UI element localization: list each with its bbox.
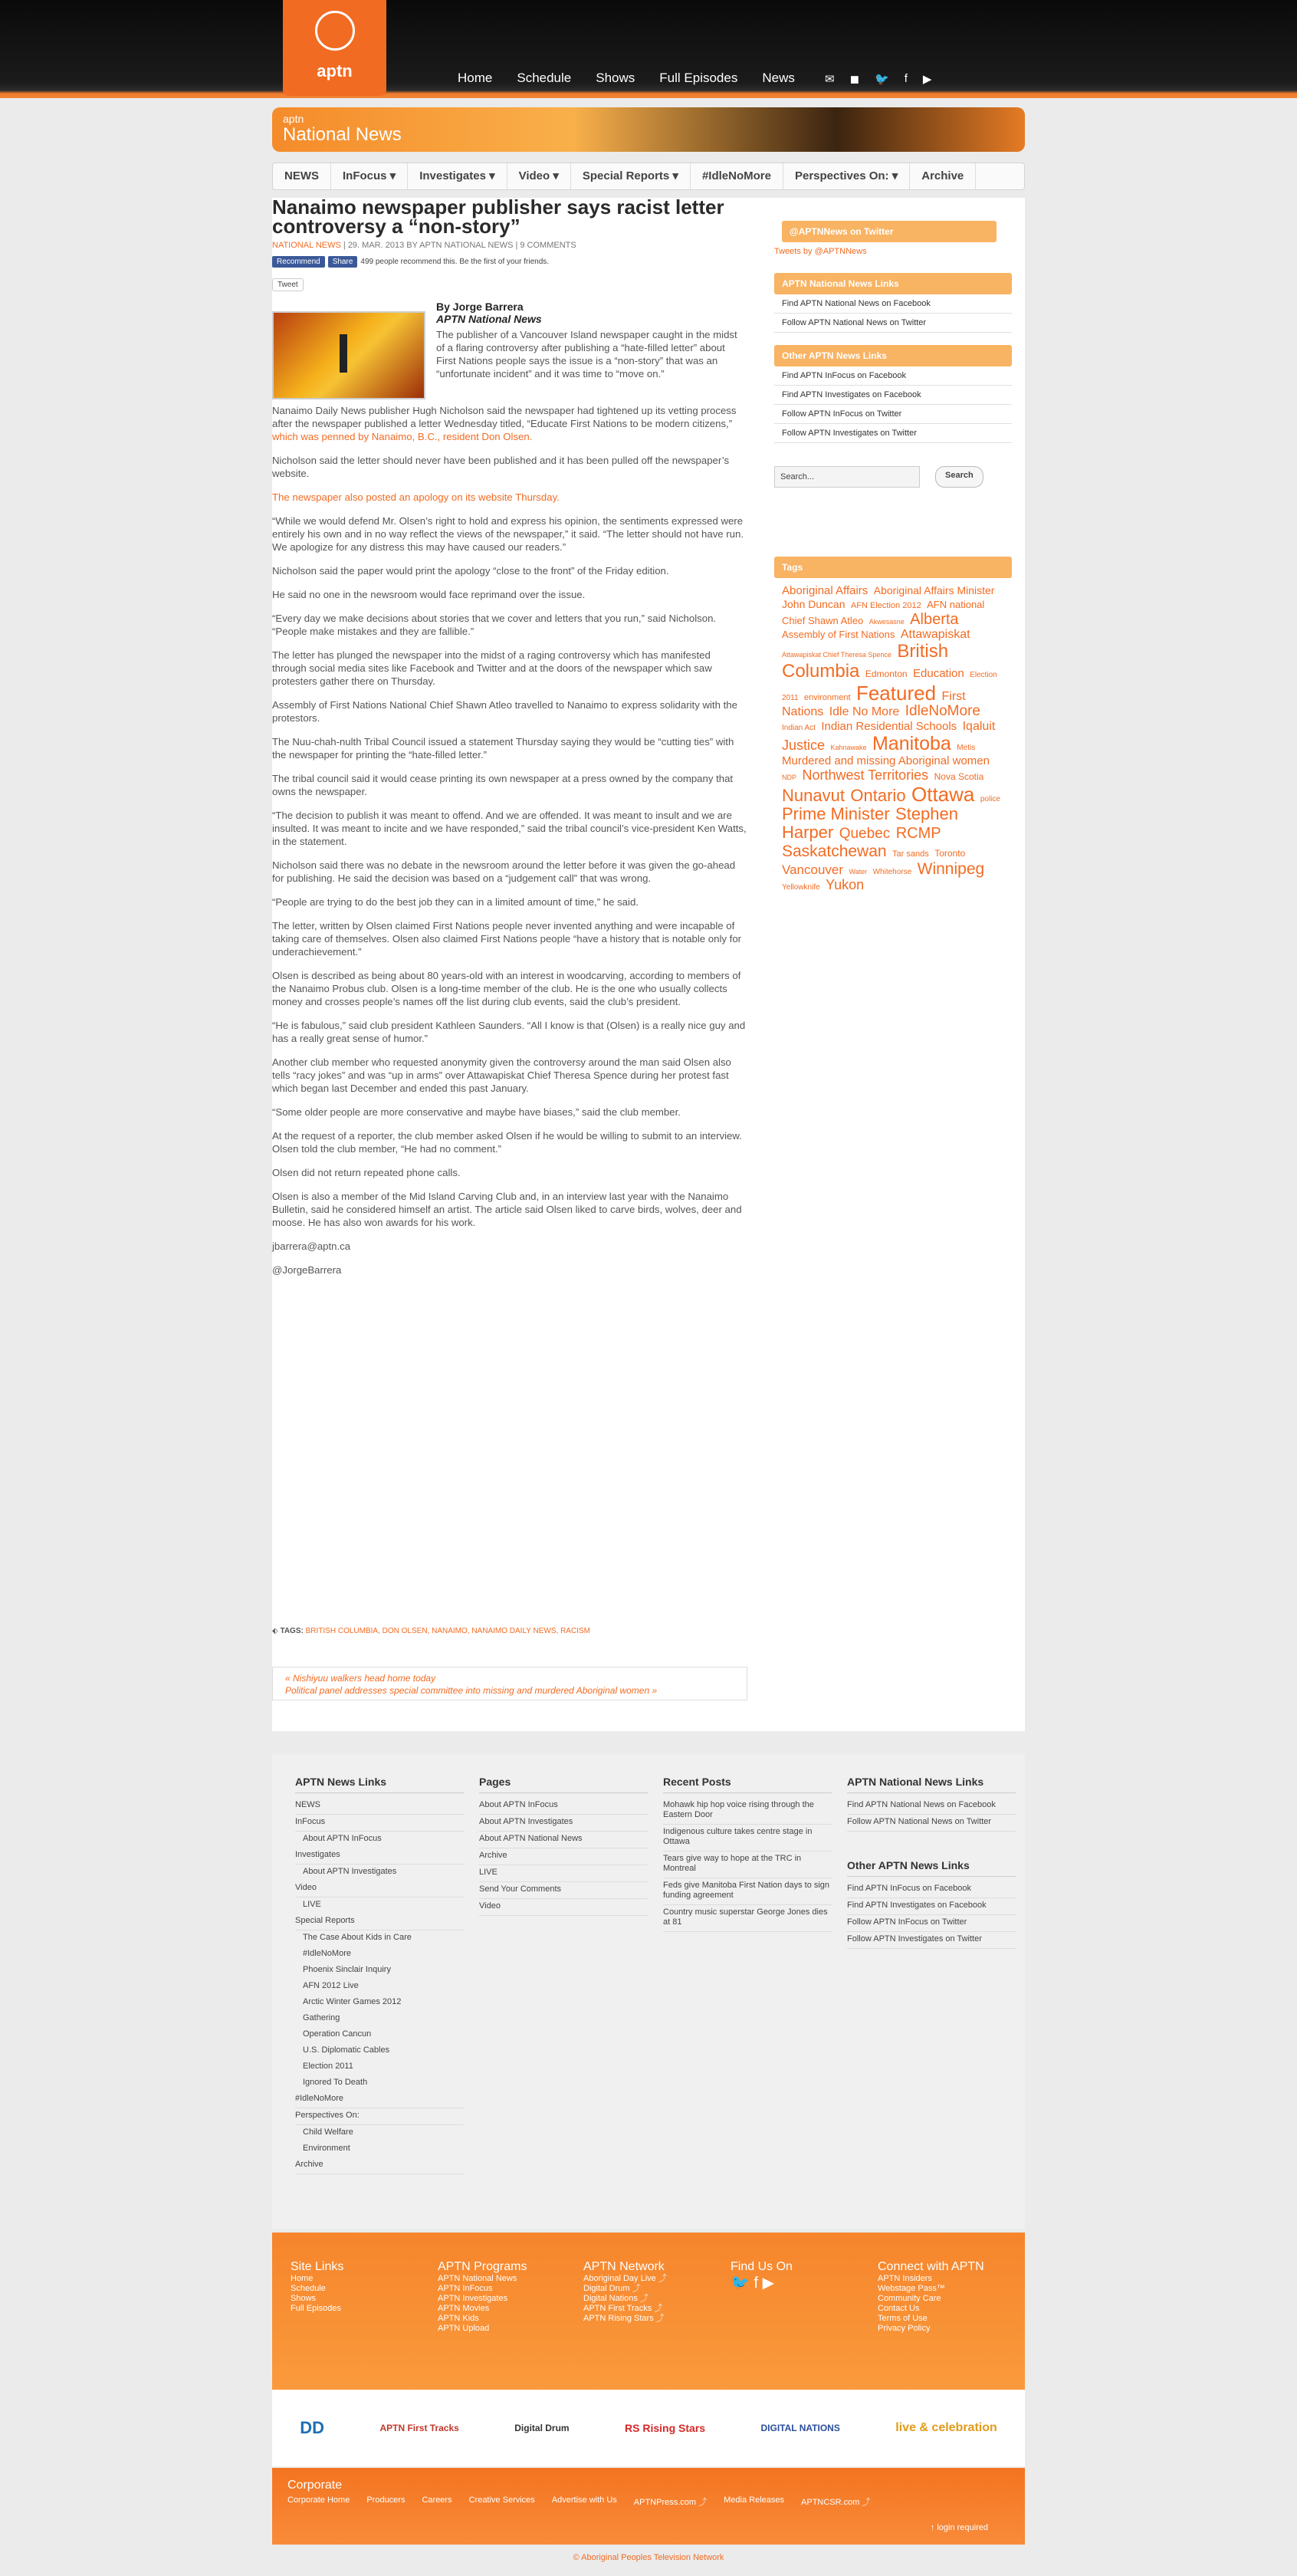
tag-cloud-link[interactable]: Murdered and missing Aboriginal women <box>782 754 990 768</box>
tag-cloud-link[interactable]: Assembly of First Nations <box>782 629 895 641</box>
orange-footer-link[interactable]: Schedule <box>291 2284 326 2293</box>
paragraph: The letter, written by Olsen claimed First Nations people never invented anything and were incapable of taking care of themselves. Olsen also claimed First Nations people “have a history that is notable only for underachievement.” <box>272 920 742 958</box>
orange-footer-link[interactable]: Privacy Policy <box>878 2324 931 2333</box>
post-navigation <box>272 1667 747 1700</box>
tag-cloud-link[interactable]: Indian Act <box>782 724 816 733</box>
find-us-col: Find Us On 🐦 f ▶ <box>731 2260 868 2288</box>
footer-link[interactable]: Country music superstar George Jones dies at 81 <box>663 1905 832 1932</box>
tag-cloud-link[interactable]: Education <box>913 667 964 681</box>
social-icons[interactable]: 🐦 f ▶ <box>731 2275 774 2292</box>
corporate-link[interactable]: Careers <box>422 2496 452 2505</box>
footer-link[interactable]: Investigates <box>295 1848 464 1865</box>
footer-col-pages: Pages About APTN InFocus About APTN Investigates About APTN National News Archive LIVE Send Your Comments Video <box>479 1776 648 1916</box>
tag-cloud-link[interactable]: environment <box>803 692 851 702</box>
orange-footer-link[interactable]: Shows <box>291 2294 317 2303</box>
search-button[interactable]: Search <box>935 466 983 488</box>
orange-footer-link[interactable]: APTN InFocus <box>438 2284 493 2293</box>
digital-drum-logo[interactable]: Digital Drum <box>514 2423 570 2433</box>
sidebar-link[interactable]: Find APTN Investigates on Facebook <box>774 386 1012 405</box>
tag-cloud-link[interactable]: Kahnawake <box>830 743 867 751</box>
orange-footer-link[interactable]: Digital Drum ⤴ <box>583 2284 641 2293</box>
footer-link[interactable]: Find APTN InFocus on Facebook <box>847 1881 1016 1898</box>
dd-icon[interactable]: ◼ <box>849 73 860 86</box>
prev-post-link[interactable]: « Nishiyuu walkers head home today <box>285 1673 436 1684</box>
tag-cloud-link[interactable]: Nova Scotia <box>934 770 984 782</box>
connect-col: Connect with APTN APTN Insiders Webstage Pass™ Community Care Contact Us Terms of Use Privacy Policy <box>878 2260 1016 2334</box>
footer-link[interactable]: Follow APTN InFocus on Twitter <box>847 1915 1016 1932</box>
tag-cloud-link[interactable]: Quebec <box>839 826 891 843</box>
tag-cloud-link[interactable]: Ottawa <box>911 782 975 806</box>
footer-link[interactable]: Feds give Manitoba First Nation days to sign funding agreement <box>663 1878 832 1905</box>
content-area <box>272 198 1025 1731</box>
corporate-link[interactable]: Corporate Home <box>287 2496 350 2505</box>
footer-link[interactable]: Operation Cancun <box>303 2029 372 2039</box>
next-post-link[interactable]: Political panel addresses special committee into missing and murdered Aboriginal women » <box>285 1685 658 1696</box>
orange-footer-link[interactable]: Home <box>291 2274 314 2283</box>
mainnav-special-reports[interactable]: Special Reports ▾ <box>571 163 691 189</box>
aptn-logo[interactable] <box>283 0 386 96</box>
corporate-link[interactable]: Media Releases <box>724 2496 785 2505</box>
footer-link[interactable]: About APTN Investigates <box>303 1867 397 1876</box>
sidebar-link[interactable]: Follow APTN InFocus on Twitter <box>774 405 1012 424</box>
banner-small-text: aptn <box>283 113 304 125</box>
article-title: Nanaimo newspaper publisher says racist letter controversy a “non-story” <box>272 196 724 238</box>
footer-col-national-links: APTN National News Links Find APTN National News on Facebook Follow APTN National News on Twitter Other APTN News Links Find APTN InFocus on Facebook Find APTN Investigates on Facebook Follow APTN InFocus on Twitter Follow APTN Investigates on Twitter <box>847 1776 1016 1949</box>
orange-footer-link[interactable]: APTN Kids <box>438 2314 479 2323</box>
tag-cloud-link[interactable]: Aboriginal Affairs Minister John Duncan <box>782 584 995 610</box>
footer-links <box>272 1754 1025 2229</box>
footer-link[interactable]: #IdleNoMore <box>295 2091 464 2108</box>
tag-cloud-link[interactable]: Justice <box>782 737 826 753</box>
orange-footer-link[interactable]: Full Episodes <box>291 2304 342 2313</box>
first-tracks-logo[interactable]: APTN First Tracks <box>379 2423 459 2433</box>
national-news-banner <box>272 107 1025 152</box>
tag-cloud-link[interactable]: Election 2011 <box>782 671 997 702</box>
corporate-links <box>287 2496 870 2508</box>
tag-cloud-link[interactable]: Aboriginal Affairs <box>782 584 868 597</box>
paragraph: “The decision to publish it was meant to offend. And we are offended. It was meant to insult and we are insulted. It was meant to incite and we have responded,” said the tribal council’s vice-president Ken Watts, in the statement. <box>272 810 747 847</box>
category-link[interactable]: NATIONAL NEWS <box>272 241 341 250</box>
footer-link[interactable]: Send Your Comments <box>479 1882 648 1899</box>
footer-col-news-links: APTN News Links NEWS InFocus About APTN InFocus Investigates About APTN Investigates Video LIVE Special Reports The Case About Kids in Care #IdleNoMore Phoenix Sinclair Inquiry AFN 2012 Live Arctic Winter Games 2012 Gathering Operation Cancun U.S. Diplomatic Cables Election 2011 Ignored To Death #IdleNoMore Perspectives On: Child Welfare Environment Archive <box>295 1776 464 2174</box>
top-social-icons <box>825 72 931 86</box>
dd-logo[interactable]: DD <box>300 2418 324 2437</box>
footer-link[interactable]: Archive <box>295 2157 464 2174</box>
tag-cloud-link[interactable]: Yukon <box>826 877 865 893</box>
tag-cloud-link[interactable]: Whitehorse <box>872 868 912 877</box>
footer-link[interactable]: Ignored To Death <box>303 2078 368 2087</box>
facebook-widget <box>272 256 747 268</box>
orange-footer-link[interactable]: Community Care <box>878 2294 941 2303</box>
footer-link[interactable]: Environment <box>303 2144 350 2153</box>
footer-link[interactable]: Video <box>479 1899 648 1916</box>
paragraph: Another club member who requested anonymity given the controversy around the man said Olsen also tells “racy jokes” and was “up in arms” over Attawapiskat Chief Theresa Spence during her protest fast which began last December and ended this past January. <box>272 1056 731 1094</box>
footer-link[interactable]: Find APTN National News on Facebook <box>847 1798 1016 1815</box>
fb-count-text: 499 people recommend this. Be the first of your friends. <box>360 258 550 266</box>
footer-link[interactable]: Phoenix Sinclair Inquiry <box>303 1965 391 1974</box>
tag-cloud-link[interactable]: Indian Residential Schools <box>821 720 957 734</box>
paragraph: “People are trying to do the best job they can in a limited amount of time,” he said. <box>272 896 639 908</box>
tag-cloud-link[interactable]: police <box>980 794 1000 803</box>
article <box>272 198 747 1276</box>
paragraph: Nicholson said the letter should never have been published and it has been pulled off the newspaper’s website. <box>272 455 730 479</box>
tag-cloud-link[interactable]: Water <box>849 868 868 876</box>
footer-link[interactable]: U.S. Diplomatic Cables <box>303 2045 390 2055</box>
digital-nations-logo[interactable]: DIGITAL NATIONS <box>760 2423 840 2433</box>
author: By Jorge Barrera <box>436 301 524 313</box>
tag-cloud-link[interactable]: First Nations <box>782 689 966 719</box>
tag-cloud-link[interactable]: Attawapiskat Chief Theresa Spence <box>782 650 891 659</box>
other-links-bar: Other APTN News Links <box>774 345 1012 366</box>
paragraph: The publisher of a Vancouver Island newspaper caught in the midst of a flaring controversy after publishing a “hate-filled letter” about First Nations people says the issue is a “non-story” that was an “unfortunate incident” and it was time to “move on.” <box>436 329 737 380</box>
main-nav <box>272 163 1025 190</box>
login-note[interactable]: ↑ login required <box>930 2523 988 2532</box>
paragraph: “While we would defend Mr. Olsen’s right to hold and express his opinion, the sentiments expressed were entirely his own and in no way reflect the views of the newspaper,” it said. “The letter should not have run. We apologize for any distress this may have caused our readers.” <box>272 515 744 553</box>
footer-link[interactable]: Election 2011 <box>303 2062 353 2071</box>
facebook-icon[interactable]: f <box>904 72 908 85</box>
twitter-icon[interactable]: 🐦 <box>875 73 889 86</box>
site-links-col: Site Links Home Schedule Shows Full Episodes <box>291 2260 429 2314</box>
footer-link[interactable]: Follow APTN National News on Twitter <box>847 1815 1016 1832</box>
paragraph: Nicholson said there was no debate in the newsroom around the letter before it was given the go-ahead for publishing. He said the decision was based on a “judgement call” that was wrong. <box>272 859 736 884</box>
paragraph: Olsen is also a member of the Mid Island Carving Club and, in an interview last year with the Nanaimo Bulletin, said he considered himself an artist. The article said Olsen liked to carve birds, wolves, deer and moose. He has also won awards for his work. <box>272 1191 742 1228</box>
sidebar-link[interactable]: Find APTN National News on Facebook <box>774 294 1012 314</box>
fb-share-button[interactable]: Share <box>328 256 358 268</box>
footer-link[interactable]: Special Reports <box>295 1914 464 1930</box>
footer-link[interactable]: Follow APTN Investigates on Twitter <box>847 1932 1016 1949</box>
search-input[interactable]: Search... <box>774 466 920 488</box>
tag-cloud-link[interactable]: Nunavut <box>782 785 845 805</box>
tag-cloud-link[interactable]: Saskatchewan <box>782 843 887 861</box>
tweets-by-link[interactable]: Tweets by @APTNNews <box>774 247 867 256</box>
logo-text: aptn <box>317 61 353 80</box>
apology-link[interactable]: The newspaper also posted an apology on its website Thursday. <box>272 491 560 503</box>
paragraph: “Some older people are more conservative and maybe have biases,” said the club member. <box>272 1106 681 1118</box>
aboriginal-day-live-logo[interactable]: live & celebration <box>895 2421 997 2434</box>
article-tags: ⬖ TAGS: BRITISH COLUMBIA, DON OLSEN, NANAIMO, NANAIMO DAILY NEWS, RACISM <box>272 1627 590 1635</box>
orange-footer-link[interactable]: APTN Upload <box>438 2324 490 2333</box>
footer-link[interactable]: Video <box>295 1881 464 1898</box>
orange-footer-link[interactable]: APTN Rising Stars ⤴ <box>583 2314 665 2323</box>
rising-stars-logo[interactable]: RS Rising Stars <box>625 2422 706 2434</box>
mainnav-idlenomore[interactable]: #IdleNoMore <box>691 163 783 189</box>
topnav-home[interactable]: Home <box>458 71 493 85</box>
tag-icon: ⬖ <box>272 1627 281 1635</box>
topnav-shows[interactable]: Shows <box>596 71 635 85</box>
tag-cloud-link[interactable]: Featured <box>855 681 937 705</box>
top-bar <box>0 0 1297 98</box>
footer-link[interactable]: Gathering <box>303 2013 340 2022</box>
footer-link[interactable]: Perspectives On: <box>295 2108 464 2125</box>
tag-cloud-link[interactable]: Prime Minister <box>782 804 890 824</box>
programs-col: APTN Programs APTN National News APTN InFocus APTN Investigates APTN Movies APTN Kids APTN Upload <box>438 2260 576 2334</box>
footer-link[interactable]: Tears give way to hope at the TRC in Montreal <box>663 1852 832 1878</box>
partner-logos <box>272 2390 1025 2466</box>
sidebar-link[interactable]: Find APTN InFocus on Facebook <box>774 366 1012 386</box>
mail-icon[interactable]: ✉ <box>825 73 835 86</box>
top-nav <box>458 71 795 86</box>
tag-cloud-link[interactable]: IdleNoMore <box>905 703 980 720</box>
orange-footer-link[interactable]: APTN National News <box>438 2274 517 2283</box>
orange-footer-link[interactable]: Digital Nations ⤴ <box>583 2294 648 2303</box>
paragraph: The Nuu-chah-nulth Tribal Council issued a statement Thursday saying they would be “cutting ties” with the newspaper for printing the “hate-filled letter.” <box>272 736 734 761</box>
tag-cloud-link[interactable]: Vancouver <box>782 863 844 878</box>
mainnav-investigates[interactable]: Investigates ▾ <box>408 163 507 189</box>
tag-cloud-link[interactable]: Akwesasne <box>868 618 905 626</box>
article-meta <box>272 241 747 250</box>
footer-link[interactable]: Mohawk hip hop voice rising through the Eastern Door <box>663 1798 832 1825</box>
banner-title: National News <box>283 124 402 145</box>
paragraph: Olsen did not return repeated phone calls. <box>272 1167 461 1178</box>
national-links-bar: APTN National News Links <box>774 273 1012 294</box>
tag-cloud-link[interactable]: Toronto <box>934 848 966 859</box>
footer-link[interactable]: Indigenous culture takes centre stage in Ottawa <box>663 1825 832 1852</box>
tag-cloud-link[interactable]: AFN Election 2012 <box>850 600 921 610</box>
footer-link[interactable]: The Case About Kids in Care <box>303 1933 412 1942</box>
corporate-link[interactable]: APTNCSR.com ⤴ <box>801 2498 871 2507</box>
tag-cloud-link[interactable]: Attawapiskat <box>900 628 970 642</box>
meta-text: | 29. MAR. 2013 BY APTN NATIONAL NEWS | 9 COMMENTS <box>340 241 576 250</box>
paragraph: “Every day we make decisions about stories that we cover and letters that you run,” said Nicholson. “People make mistakes and they are fallible.” <box>272 613 717 637</box>
corporate-bar <box>272 2468 1025 2545</box>
paragraph: At the request of a reporter, the club member asked Olsen if he would be willing to submit to an interview. Olsen told the club member, “He had no comment.” <box>272 1130 742 1155</box>
corporate-link[interactable]: APTNPress.com ⤴ <box>633 2498 708 2507</box>
tag-cloud-link[interactable]: Alberta <box>910 611 959 629</box>
tag-cloud-link[interactable]: Idle No More <box>829 705 900 719</box>
paragraph: Nanaimo Daily News publisher Hugh Nicholson said the newspaper had tightened up its vetting process after the newspaper published a letter Wednesday titled, “Educate First Nations to be modern citizens,” which was penned by Nanaimo, B.C., resident Don Olsen. <box>272 405 737 442</box>
footer-link[interactable]: About APTN InFocus <box>479 1798 648 1815</box>
mainnav-infocus[interactable]: InFocus ▾ <box>331 163 408 189</box>
footer-link[interactable]: LIVE <box>479 1865 648 1882</box>
twitter-widget-bar[interactable]: @APTNNews on Twitter <box>782 221 997 242</box>
orange-footer-link[interactable]: APTN Investigates <box>438 2294 508 2303</box>
mainnav-video[interactable]: Video ▾ <box>507 163 571 189</box>
tag-cloud-link[interactable]: British Columbia <box>782 640 949 682</box>
tag-cloud <box>774 578 1012 899</box>
paragraph: He said no one in the newsroom would face reprimand over the issue. <box>272 589 586 600</box>
footer-link[interactable]: About APTN National News <box>479 1832 648 1848</box>
tag-cloud-link[interactable]: Yellowknife <box>782 883 820 892</box>
search-form <box>774 466 1012 488</box>
footer-link[interactable]: About APTN Investigates <box>479 1815 648 1832</box>
youtube-icon[interactable]: ▶ <box>922 73 932 86</box>
paragraph: The letter has plunged the newspaper into the midst of a raging controversy which has manifested through social media sites like Facebook and Twitter and at the doors of the newspaper which saw protesters gather there on Thursday. <box>272 649 712 687</box>
other-links-list <box>774 366 1012 443</box>
orange-footer <box>272 2233 1025 2390</box>
topnav-schedule[interactable]: Schedule <box>517 71 572 85</box>
sidebar-link[interactable]: Follow APTN National News on Twitter <box>774 314 1012 333</box>
tag-cloud-link[interactable]: Iqaluit <box>962 720 996 734</box>
footer-link[interactable]: Child Welfare <box>303 2128 353 2137</box>
footer-link[interactable]: About APTN InFocus <box>303 1834 382 1843</box>
tag-cloud-link[interactable]: RCMP <box>895 825 941 843</box>
tags-bar: Tags <box>774 557 1012 578</box>
copyright: © Aboriginal Peoples Television Network <box>573 2553 724 2562</box>
sun-logo-icon <box>315 11 355 51</box>
mainnav-news[interactable]: NEWS <box>273 163 331 189</box>
topnav-news[interactable]: News <box>762 71 795 85</box>
outlet: APTN National News <box>436 313 542 325</box>
mainnav-archive[interactable]: Archive <box>910 163 976 189</box>
footer-link[interactable]: #IdleNoMore <box>303 1949 351 1958</box>
corporate-title: Corporate <box>287 2479 343 2492</box>
mainnav-perspectives[interactable]: Perspectives On: ▾ <box>783 163 910 189</box>
tag-cloud-link[interactable]: Northwest Territories <box>802 767 929 783</box>
footer-link[interactable]: LIVE <box>303 1900 321 1909</box>
footer-col-recent-posts: Recent Posts Mohawk hip hop voice rising through the Eastern Door Indigenous culture takes centre stage in Ottawa Tears give way to hope at the TRC in Montreal Feds give Manitoba First Nation days to sign funding agreement Country music superstar George Jones dies at 81 <box>663 1776 832 1932</box>
tag-cloud-link[interactable]: Metis <box>957 743 976 752</box>
footer-link[interactable]: AFN 2012 Live <box>303 1981 359 1990</box>
tag-cloud-link[interactable]: Winnipeg <box>917 860 985 879</box>
paragraph: The tribal council said it would cease printing its own newspaper at a press owned by the company that owns the newspaper. <box>272 773 734 797</box>
footer-link[interactable]: Archive <box>479 1848 648 1865</box>
orange-footer-link[interactable]: Contact Us <box>878 2304 920 2313</box>
orange-footer-link[interactable]: APTN Movies <box>438 2304 490 2313</box>
footer-link[interactable]: Arctic Winter Games 2012 <box>303 1997 402 2006</box>
silhouette-figure <box>340 334 347 373</box>
footer-link[interactable]: InFocus <box>295 1815 464 1832</box>
fb-recommend-button[interactable]: Recommend <box>272 256 325 268</box>
olsen-link[interactable]: which was penned by Nanaimo, B.C., resident Don Olsen. <box>272 431 533 442</box>
orange-footer-link[interactable]: APTN First Tracks ⤴ <box>583 2304 663 2313</box>
tag-cloud-link[interactable]: AFN national Chief Shawn Atleo <box>782 598 985 627</box>
paragraph: Assembly of First Nations National Chief Shawn Atleo travelled to Nanaimo to express solidarity with the protestors. <box>272 699 737 724</box>
corporate-link[interactable]: Creative Services <box>468 2496 535 2505</box>
network-col: APTN Network Aboriginal Day Live ⤴ Digital Drum ⤴ Digital Nations ⤴ APTN First Tracks ⤴ APTN Rising Stars ⤴ <box>583 2260 721 2324</box>
tag-links[interactable]: BRITISH COLUMBIA, DON OLSEN, NANAIMO, NANAIMO DAILY NEWS, RACISM <box>305 1627 590 1635</box>
sidebar <box>774 221 1012 899</box>
topnav-full-episodes[interactable]: Full Episodes <box>659 71 738 85</box>
corporate-link[interactable]: Producers <box>366 2496 406 2505</box>
tag-cloud-link[interactable]: NDP <box>782 773 797 781</box>
author-twitter[interactable]: @JorgeBarrera <box>272 1264 342 1276</box>
orange-footer-link[interactable]: Terms of Use <box>878 2314 928 2323</box>
orange-footer-link[interactable]: Webstage Pass™ <box>878 2284 945 2293</box>
national-links-list <box>774 294 1012 333</box>
article-body <box>272 301 747 1276</box>
sidebar-link[interactable]: Follow APTN Investigates on Twitter <box>774 424 1012 443</box>
orange-footer-link[interactable]: Aboriginal Day Live ⤴ <box>583 2274 667 2283</box>
paragraph: Olsen is described as being about 80 years-old with an interest in woodcarving, according to members of the Nanaimo Probus club. Olsen is a long-time member of the club. He is the one who usually collects money and crosses people’s names off the list during club events, said the club’s president. <box>272 970 741 1007</box>
orange-footer-link[interactable]: APTN Insiders <box>878 2274 932 2283</box>
footer-link[interactable]: Find APTN Investigates on Facebook <box>847 1898 1016 1915</box>
tag-cloud-link[interactable]: Edmonton <box>865 669 908 680</box>
footer-link[interactable]: NEWS <box>295 1798 464 1815</box>
tag-cloud-link[interactable]: Ontario <box>850 785 906 805</box>
tweet-button[interactable]: Tweet <box>272 278 304 291</box>
tag-cloud-link[interactable]: Stephen Harper <box>782 804 958 843</box>
paragraph: “He is fabulous,” said club president Kathleen Saunders. “All I know is that (Olsen) is a really nice guy and has a really great sense of humor.” <box>272 1020 746 1044</box>
tag-cloud-link[interactable]: Tar sands <box>892 849 929 859</box>
corporate-link[interactable]: Advertise with Us <box>551 2496 617 2505</box>
paragraph: Nicholson said the paper would print the apology “close to the front” of the Friday edition. <box>272 565 669 577</box>
tag-cloud-link[interactable]: Manitoba <box>872 732 951 754</box>
article-photo <box>272 311 425 399</box>
author-email[interactable]: jbarrera@aptn.ca <box>272 1240 351 1252</box>
